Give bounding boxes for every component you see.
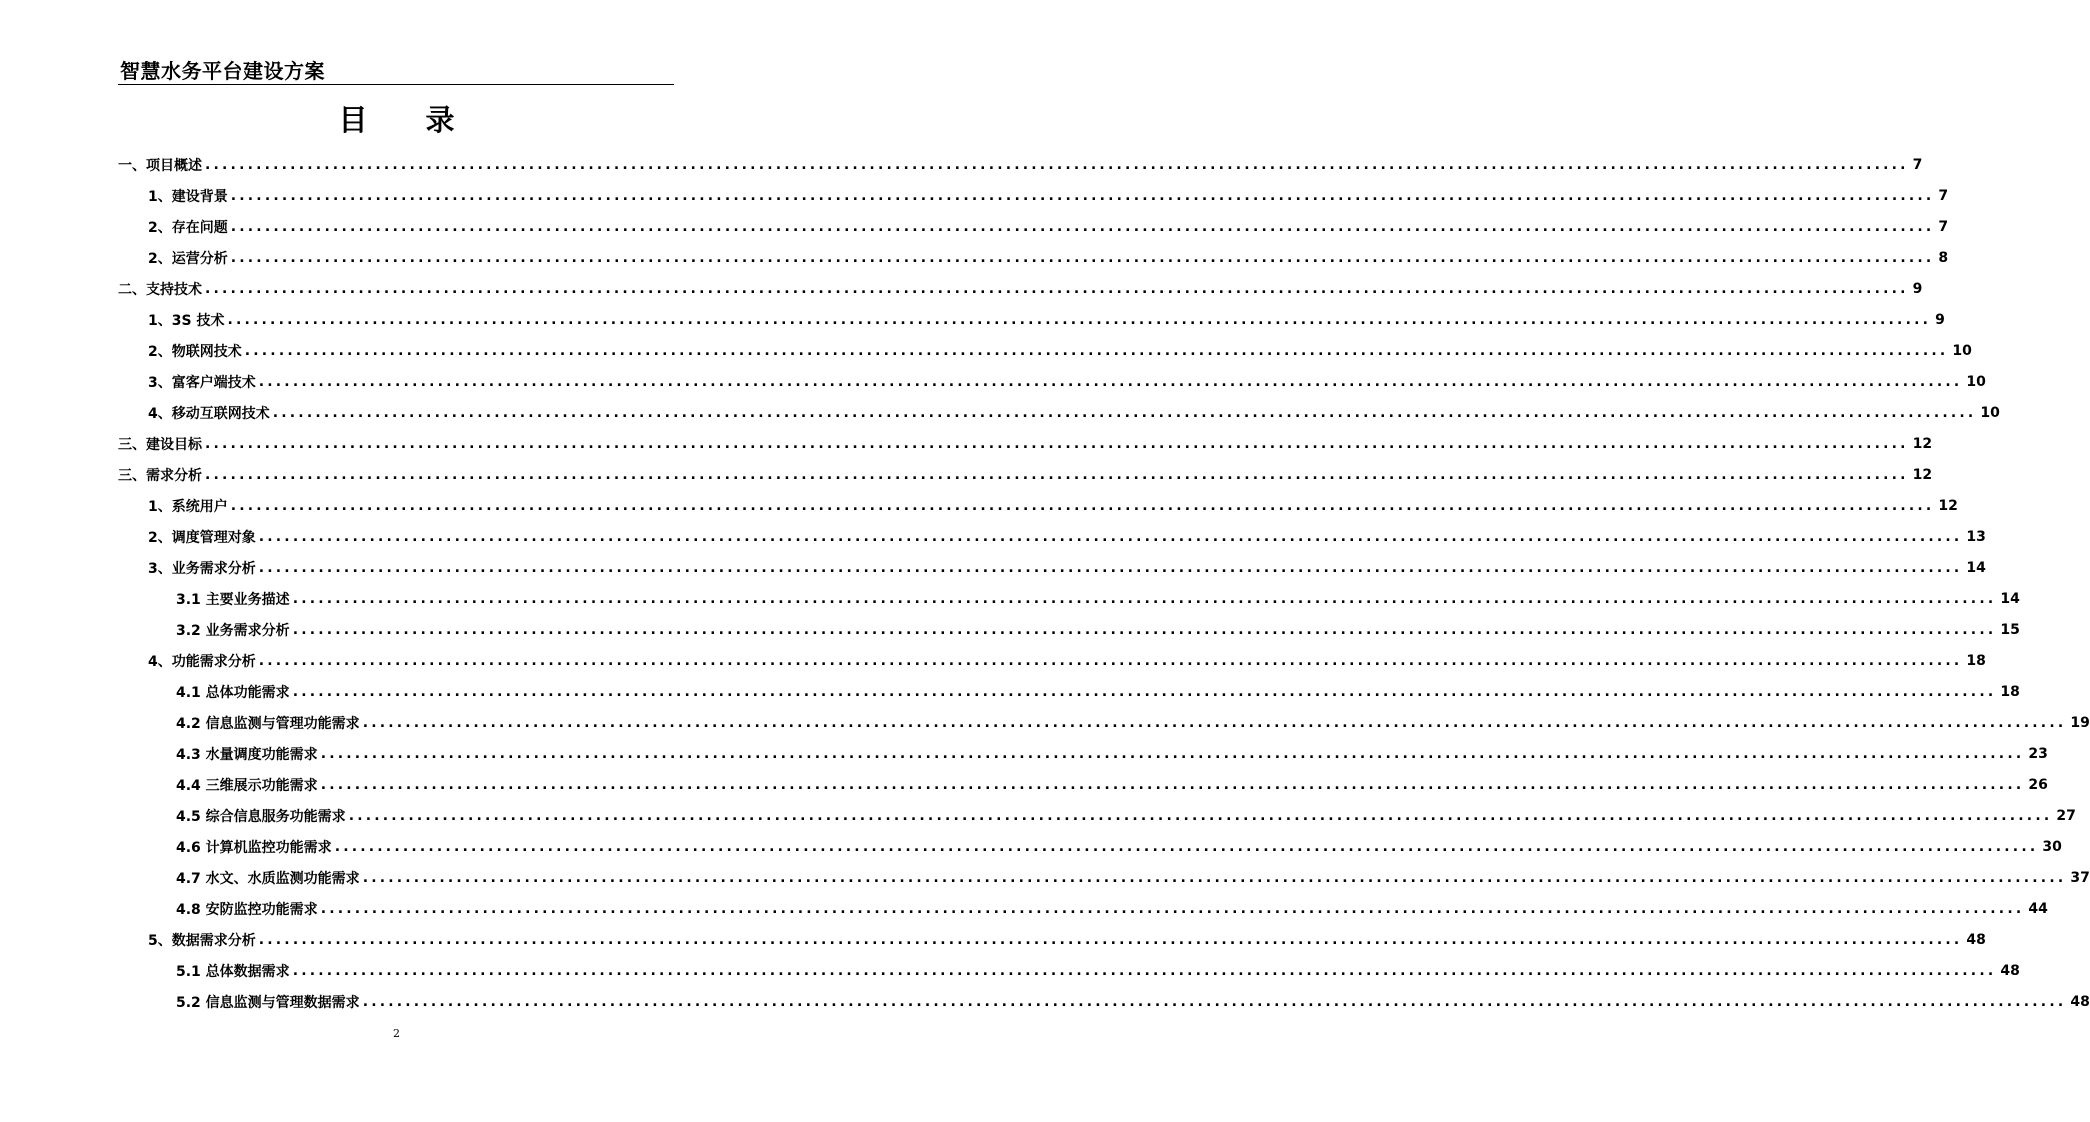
toc-entry-page: 10 <box>1980 404 2000 421</box>
toc-entry-label: 2、物联网技术 <box>148 343 242 360</box>
toc-entry[interactable] <box>118 893 2048 924</box>
toc-entry-page: 13 <box>1966 528 1986 545</box>
toc-entry[interactable] <box>118 676 2020 707</box>
toc-entry[interactable] <box>118 986 2090 1017</box>
toc-entry-label: 三、需求分析 <box>118 467 202 484</box>
toc-entry-label: 3.1 主要业务描述 <box>176 591 290 608</box>
toc-entry-label: 3、富客户端技术 <box>148 374 256 391</box>
toc-entry-label: 5.2 信息监测与管理数据需求 <box>176 994 360 1011</box>
toc-entry[interactable] <box>118 149 1923 180</box>
toc-entry-page: 12 <box>1912 466 1933 483</box>
toc-dot-leader: ........................................................................................................................................................................................................ <box>320 900 2025 917</box>
toc-entry[interactable] <box>118 614 2020 645</box>
toc-entry-page: 48 <box>1966 931 1986 948</box>
toc-entry-label: 4.3 水量调度功能需求 <box>176 746 318 763</box>
toc-entry-page: 30 <box>2042 838 2062 855</box>
toc-entry-label: 5、数据需求分析 <box>148 932 256 949</box>
toc-entry-label: 三、建设目标 <box>118 436 202 453</box>
toc-dot-leader: ........................................................................................................................................................................................................ <box>205 466 1909 483</box>
toc-entry[interactable] <box>118 459 1933 490</box>
toc-entry[interactable] <box>118 397 2000 428</box>
toc-dot-leader: ........................................................................................................................................................................................................ <box>348 807 2053 824</box>
toc-entry[interactable] <box>118 924 1986 955</box>
toc-dot-leader: ........................................................................................................................................................................................................ <box>227 311 1932 328</box>
toc-entry-label: 1、建设背景 <box>148 188 228 205</box>
toc-entry-label: 5.1 总体数据需求 <box>176 963 290 980</box>
toc-entry-label: 1、3S 技术 <box>148 312 225 329</box>
toc-entry-page: 14 <box>2000 590 2020 607</box>
toc-entry[interactable] <box>118 583 2020 614</box>
toc-entry[interactable] <box>118 366 1986 397</box>
toc-entry[interactable] <box>118 645 1986 676</box>
toc-entry-page: 37 <box>2070 869 2090 886</box>
document-header-title: 智慧水务平台建设方案 <box>120 59 325 83</box>
toc-entry-label: 3、业务需求分析 <box>148 560 256 577</box>
toc-entry[interactable] <box>118 552 1986 583</box>
toc-dot-leader: ........................................................................................................................................................................................................ <box>292 683 1997 700</box>
toc-dot-leader: ........................................................................................................................................................................................................ <box>230 187 1935 204</box>
toc-entry-page: 27 <box>2056 807 2076 824</box>
toc-dot-leader: ........................................................................................................................................................................................................ <box>230 249 1935 266</box>
toc-dot-leader: ........................................................................................................................................................................................................ <box>230 218 1935 235</box>
toc-entry-label: 3.2 业务需求分析 <box>176 622 290 639</box>
toc-entry[interactable] <box>118 707 2090 738</box>
toc-entry-page: 8 <box>1938 249 1949 266</box>
toc-entry-label: 4.5 综合信息服务功能需求 <box>176 808 346 825</box>
toc-dot-leader: ........................................................................................................................................................................................................ <box>258 373 1963 390</box>
toc-dot-leader: ........................................................................................................................................................................................................ <box>205 280 1909 297</box>
toc-entry-page: 7 <box>1938 218 1949 235</box>
toc-entry-page: 44 <box>2028 900 2048 917</box>
header-divider <box>118 84 674 85</box>
toc-entry-page: 48 <box>2070 993 2090 1010</box>
toc-dot-leader: ........................................................................................................................................................................................................ <box>292 621 1997 638</box>
toc-entry-page: 48 <box>2000 962 2020 979</box>
toc-dot-leader: ........................................................................................................................................................................................................ <box>320 776 2025 793</box>
page-number: 2 <box>393 1027 400 1040</box>
toc-entry-page: 18 <box>2000 683 2020 700</box>
toc-dot-leader: ........................................................................................................................................................................................................ <box>292 962 1997 979</box>
toc-entry-page: 9 <box>1912 280 1923 297</box>
toc-entry[interactable] <box>118 211 1949 242</box>
toc-entry-label: 4.6 计算机监控功能需求 <box>176 839 332 856</box>
toc-entry-page: 10 <box>1952 342 1972 359</box>
toc-entry-page: 26 <box>2028 776 2048 793</box>
toc-entry-page: 9 <box>1935 311 1945 328</box>
toc-entry-label: 一、项目概述 <box>118 157 202 174</box>
toc-title: 目 录 <box>338 103 479 137</box>
toc-entry[interactable] <box>118 862 2090 893</box>
toc-dot-leader: ........................................................................................................................................................................................................ <box>258 931 1963 948</box>
toc-entry-label: 4、移动互联网技术 <box>148 405 270 422</box>
toc-entry-label: 4.7 水文、水质监测功能需求 <box>176 870 360 887</box>
toc-dot-leader: ........................................................................................................................................................................................................ <box>205 156 1909 173</box>
table-of-contents <box>118 149 2090 1017</box>
toc-entry-label: 二、支持技术 <box>118 281 202 298</box>
toc-entry-page: 23 <box>2028 745 2048 762</box>
toc-entry-page: 15 <box>2000 621 2020 638</box>
toc-entry-label: 4.2 信息监测与管理功能需求 <box>176 715 360 732</box>
toc-entry[interactable] <box>118 242 1949 273</box>
toc-entry[interactable] <box>118 335 1972 366</box>
toc-dot-leader: ........................................................................................................................................................................................................ <box>362 714 2067 731</box>
toc-entry[interactable] <box>118 955 2020 986</box>
toc-dot-leader: ........................................................................................................................................................................................................ <box>334 838 2039 855</box>
toc-entry-page: 19 <box>2070 714 2090 731</box>
toc-entry[interactable] <box>118 273 1923 304</box>
toc-entry-page: 12 <box>1938 497 1958 514</box>
toc-entry-label: 4.8 安防监控功能需求 <box>176 901 318 918</box>
toc-entry-label: 2、调度管理对象 <box>148 529 256 546</box>
toc-entry[interactable] <box>118 521 1986 552</box>
toc-dot-leader: ........................................................................................................................................................................................................ <box>320 745 2025 762</box>
toc-entry[interactable] <box>118 738 2048 769</box>
toc-dot-leader: ........................................................................................................................................................................................................ <box>362 993 2067 1010</box>
toc-entry-label: 2、存在问题 <box>148 219 228 236</box>
toc-entry-page: 7 <box>1912 156 1923 173</box>
toc-entry-label: 2、运营分析 <box>148 250 228 267</box>
toc-entry-label: 1、系统用户 <box>148 498 228 515</box>
toc-entry-page: 7 <box>1938 187 1949 204</box>
toc-entry[interactable] <box>118 304 1945 335</box>
toc-entry-label: 4、功能需求分析 <box>148 653 256 670</box>
toc-dot-leader: ........................................................................................................................................................................................................ <box>230 497 1935 514</box>
toc-entry-label: 4.4 三维展示功能需求 <box>176 777 318 794</box>
toc-entry-page: 12 <box>1912 435 1933 452</box>
toc-entry[interactable] <box>118 831 2062 862</box>
toc-entry-page: 10 <box>1966 373 1986 390</box>
toc-entry[interactable] <box>118 180 1949 211</box>
toc-entry[interactable] <box>118 490 1958 521</box>
toc-dot-leader: ........................................................................................................................................................................................................ <box>258 652 1963 669</box>
toc-dot-leader: ........................................................................................................................................................................................................ <box>244 342 1949 359</box>
toc-entry-page: 14 <box>1966 559 1986 576</box>
toc-entry-page: 18 <box>1966 652 1986 669</box>
toc-entry-label: 4.1 总体功能需求 <box>176 684 290 701</box>
toc-entry[interactable] <box>118 800 2076 831</box>
toc-dot-leader: ........................................................................................................................................................................................................ <box>258 559 1963 576</box>
toc-dot-leader: ........................................................................................................................................................................................................ <box>205 435 1909 452</box>
toc-entry[interactable] <box>118 428 1933 459</box>
toc-dot-leader: ........................................................................................................................................................................................................ <box>272 404 1977 421</box>
toc-entry[interactable] <box>118 769 2048 800</box>
toc-dot-leader: ........................................................................................................................................................................................................ <box>362 869 2067 886</box>
toc-dot-leader: ........................................................................................................................................................................................................ <box>258 528 1963 545</box>
toc-dot-leader: ........................................................................................................................................................................................................ <box>292 590 1997 607</box>
